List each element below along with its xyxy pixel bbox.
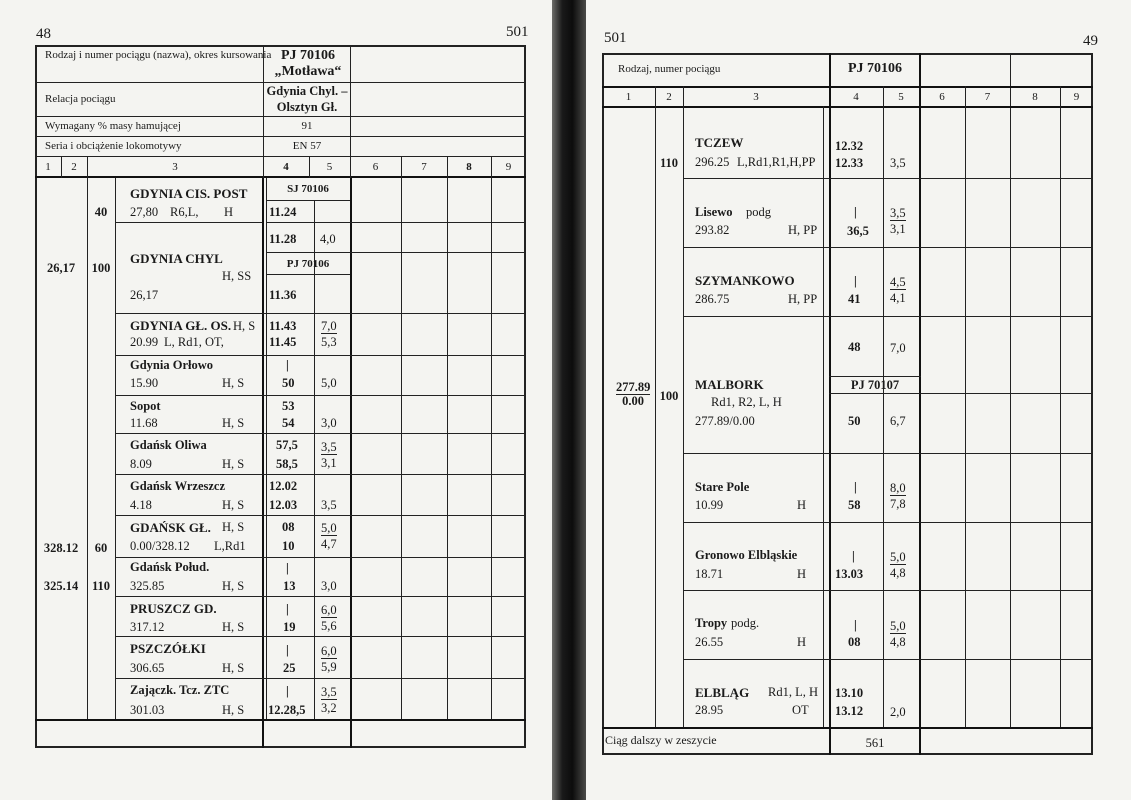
train-number: PJ 70106 — [847, 61, 903, 76]
speed-value: 110 — [91, 579, 111, 593]
sub-train-2: PJ 70106 — [286, 258, 330, 270]
col-2: 2 — [71, 161, 77, 173]
station-name: MALBORK — [695, 377, 764, 392]
col-5: 5 — [326, 161, 333, 173]
run-time: 6,0 — [321, 603, 337, 617]
station-codes: H, S — [233, 319, 256, 333]
time-arrival: 53 — [282, 399, 295, 413]
station-codes: H, S — [222, 520, 245, 534]
page-number-right: 501 — [506, 24, 529, 40]
col-1: 1 — [625, 91, 632, 103]
run-time: 8,0 — [890, 481, 906, 495]
station-km: 296.25 — [695, 155, 730, 169]
col-7: 7 — [984, 91, 991, 103]
time-value: 12.28,5 — [268, 703, 306, 717]
station-km: 286.75 — [695, 292, 730, 306]
col-9: 9 — [505, 161, 512, 173]
station-name: PRUSZCZ GD. — [130, 601, 217, 616]
speed-value: 110 — [659, 156, 679, 170]
time-value: 19 — [283, 620, 296, 634]
right-page — [586, 0, 1131, 800]
station-name: GDYNIA CIS. POST — [130, 186, 248, 201]
station-name: GDYNIA CHYL — [130, 251, 223, 266]
footer-label: Ciąg dalszy w zeszycie — [605, 733, 717, 747]
run-time-2: 5,6 — [321, 619, 337, 633]
time-departure: 12.03 — [269, 498, 298, 512]
relation-from: Gdynia Chyl. – — [266, 84, 348, 98]
run-time-2: 4,8 — [890, 635, 906, 649]
speed-value: 40 — [94, 205, 108, 219]
km-marker: 328.12 — [43, 541, 79, 555]
train-name: „Motława“ — [274, 64, 342, 79]
run-time: 6,0 — [321, 644, 337, 658]
run-time: 6,7 — [890, 414, 906, 428]
run-time: 3,0 — [321, 416, 337, 430]
station-codes: H, S — [222, 620, 245, 634]
col-6: 6 — [939, 91, 945, 103]
station-codes: H — [797, 567, 807, 581]
station-codes: H, S — [222, 376, 245, 390]
speed-value: 100 — [659, 389, 679, 403]
speed-value: 100 — [91, 261, 111, 275]
page-number-left: 48 — [36, 26, 51, 42]
station-km: 4.18 — [130, 498, 152, 512]
station-km: 301.03 — [130, 703, 165, 717]
pass-marker: | — [854, 274, 857, 288]
speed-value: 60 — [94, 541, 108, 555]
station-km: 26,17 — [130, 288, 159, 302]
station-codes: Rd1, R2, L, H — [711, 395, 782, 409]
pass-marker: | — [286, 561, 289, 575]
time-value: 48 — [848, 340, 861, 354]
station-km: 277.89/0.00 — [695, 414, 755, 428]
station-name: Gdańsk Połud. — [130, 560, 210, 574]
station-name: TCZEW — [695, 135, 744, 150]
sub-train-1: SJ 70106 — [287, 183, 329, 195]
station-suffix: podg. — [731, 616, 760, 630]
col-8: 8 — [466, 161, 472, 173]
station-name: Sopot — [130, 399, 161, 413]
station-name: Lisewo — [695, 205, 733, 219]
col-4: 4 — [853, 91, 859, 103]
station-codes: H, PP — [788, 292, 818, 306]
station-name: Gdańsk Wrzeszcz — [130, 479, 226, 493]
station-km: 28.95 — [695, 703, 724, 717]
time-departure: 54 — [282, 416, 295, 430]
page-number-right: 49 — [1083, 33, 1098, 49]
station-name: ELBLĄG — [695, 685, 750, 700]
station-name: SZYMANKOWO — [695, 273, 795, 288]
relation-to: Olsztyn Gł. — [276, 100, 338, 114]
time-arrival: 08 — [282, 520, 295, 534]
station-codes: H, S — [222, 498, 245, 512]
run-time: 3,5 — [321, 685, 337, 699]
station-name: Stare Pole — [695, 480, 750, 494]
pass-marker: | — [852, 549, 855, 563]
pass-marker: | — [854, 618, 857, 632]
footer-value: 561 — [865, 736, 885, 750]
train-number: PJ 70106 — [280, 48, 336, 63]
station-codes: R6,L, — [170, 205, 199, 219]
station-km: 325.85 — [130, 579, 165, 593]
run-time-2: 5,3 — [321, 335, 337, 349]
col-1: 1 — [45, 161, 51, 173]
run-time: 4,0 — [320, 232, 336, 246]
km-marker-bottom: 0.00 — [622, 394, 644, 408]
station-codes: H, S — [222, 661, 245, 675]
station-km: 27,80 — [130, 205, 159, 219]
label-train: Rodzaj, numer pociągu — [618, 63, 721, 75]
station-km: 317.12 — [130, 620, 165, 634]
time-departure: 10 — [282, 539, 295, 553]
time-arrival: 12.32 — [835, 139, 864, 153]
run-time-2: 4,8 — [890, 566, 906, 580]
run-time-2: 4,1 — [890, 291, 906, 305]
time-value: 13.03 — [835, 567, 864, 581]
time-arrival: 57,5 — [276, 438, 298, 452]
time-arrival: 13.10 — [835, 686, 864, 700]
station-suffix: podg — [746, 205, 771, 219]
station-km: 8.09 — [130, 457, 152, 471]
station-km: 306.65 — [130, 661, 165, 675]
pass-marker: | — [286, 358, 289, 372]
time-value: 50 — [848, 414, 861, 428]
run-time: 5,0 — [321, 521, 337, 535]
sub-train: PJ 70107 — [850, 378, 900, 392]
col-8: 8 — [1032, 91, 1038, 103]
run-time: 3,5 — [321, 498, 337, 512]
km-marker: 26,17 — [46, 261, 76, 275]
station-km: 18.71 — [695, 567, 724, 581]
run-time-2: 4,7 — [321, 537, 337, 551]
station-codes-2: L, Rd1, OT, — [164, 335, 224, 349]
station-codes: H, S — [222, 416, 245, 430]
station-codes: Rd1, L, H — [768, 685, 818, 699]
station-codes: H, S — [222, 703, 245, 717]
km-marker: 325.14 — [43, 579, 79, 593]
pass-marker: | — [854, 205, 857, 219]
time-departure: 13.12 — [835, 704, 864, 718]
col-4: 4 — [283, 161, 289, 173]
col-6: 6 — [372, 161, 379, 173]
run-time: 2,0 — [890, 705, 906, 719]
station-name: Gronowo Elbląskie — [695, 548, 798, 562]
station-name: Tropy — [695, 616, 728, 630]
time-value: 50 — [282, 376, 295, 390]
time-value: 11.24 — [269, 205, 297, 219]
label-relation: Relacja pociągu — [45, 93, 116, 105]
station-km: 0.00/328.12 — [130, 539, 190, 553]
station-km: 11.68 — [130, 416, 158, 430]
time-departure: 58,5 — [276, 457, 298, 471]
page-number-left: 501 — [604, 30, 627, 46]
station-codes: H, PP — [788, 223, 818, 237]
run-time-2: 3,2 — [321, 701, 337, 715]
station-name: Gdynia Orłowo — [130, 358, 213, 372]
loco-value: EN 57 — [292, 140, 322, 152]
km-marker-top: 277.89 — [616, 380, 651, 394]
station-km: 293.82 — [695, 223, 730, 237]
station-codes-2: H — [224, 205, 234, 219]
run-time-2: 7,8 — [890, 497, 906, 511]
time-value: 11.28 — [269, 232, 297, 246]
time-departure: 11.45 — [269, 335, 297, 349]
station-km: 15.90 — [130, 376, 159, 390]
station-codes: H, S — [222, 457, 245, 471]
time-value: 41 — [848, 292, 861, 306]
col-9: 9 — [1073, 91, 1080, 103]
time-value: 08 — [848, 635, 861, 649]
col-3: 3 — [753, 91, 759, 103]
station-codes: L,Rd1,R1,H,PP — [737, 155, 816, 169]
run-time: 5,0 — [321, 376, 337, 390]
station-km: 10.99 — [695, 498, 724, 512]
run-time: 3,5 — [890, 206, 906, 220]
pass-marker: | — [286, 684, 289, 698]
time-value: 11.36 — [269, 288, 297, 302]
pass-marker: | — [286, 602, 289, 616]
station-codes: H, S — [222, 579, 245, 593]
pass-marker: | — [854, 480, 857, 494]
col-3: 3 — [172, 161, 178, 173]
col-2: 2 — [666, 91, 672, 103]
run-time: 3,5 — [321, 440, 337, 454]
col-5: 5 — [898, 91, 904, 103]
run-time: 4,5 — [890, 275, 906, 289]
station-name: Zajączk. Tcz. ZTC — [130, 683, 230, 697]
time-arrival: 11.43 — [269, 319, 297, 333]
station-name: Gdańsk Oliwa — [130, 438, 207, 452]
run-time: 3,5 — [890, 156, 906, 170]
run-time: 5,0 — [890, 550, 906, 564]
time-value: 25 — [283, 661, 296, 675]
col-7: 7 — [421, 161, 427, 173]
station-codes: H — [797, 635, 807, 649]
brake-value: 91 — [301, 120, 313, 132]
station-name: GDYNIA GŁ. OS. — [130, 318, 232, 333]
time-departure: 12.33 — [835, 156, 864, 170]
time-value: 58 — [848, 498, 861, 512]
station-name: GDAŃSK GŁ. — [130, 520, 211, 535]
label-train: Rodzaj i numer pociągu (nazwa), okres kursowania — [45, 49, 272, 61]
station-km: 20.99 — [130, 335, 159, 349]
label-brake: Wymagany % masy hamującej — [45, 120, 181, 132]
station-codes: H, SS — [222, 269, 252, 283]
station-codes-2: L,Rd1 — [214, 539, 246, 553]
run-time: 5,0 — [890, 619, 906, 633]
station-codes: H — [797, 498, 807, 512]
station-name: PSZCZÓŁKI — [130, 641, 206, 656]
station-codes-2: OT — [792, 703, 809, 717]
pass-marker: | — [286, 643, 289, 657]
left-page — [0, 0, 552, 800]
time-value: 13 — [283, 579, 296, 593]
run-time: 7,0 — [890, 341, 906, 355]
run-time-2: 5,9 — [321, 660, 337, 674]
station-km: 26.55 — [695, 635, 724, 649]
run-time: 7,0 — [321, 319, 337, 333]
run-time: 3,0 — [321, 579, 337, 593]
time-value: 36,5 — [847, 224, 869, 238]
label-loco: Seria i obciążenie lokomotywy — [45, 140, 182, 152]
run-time-2: 3,1 — [890, 222, 906, 236]
book-spine — [552, 0, 586, 800]
time-arrival: 12.02 — [269, 479, 298, 493]
run-time-2: 3,1 — [321, 456, 337, 470]
